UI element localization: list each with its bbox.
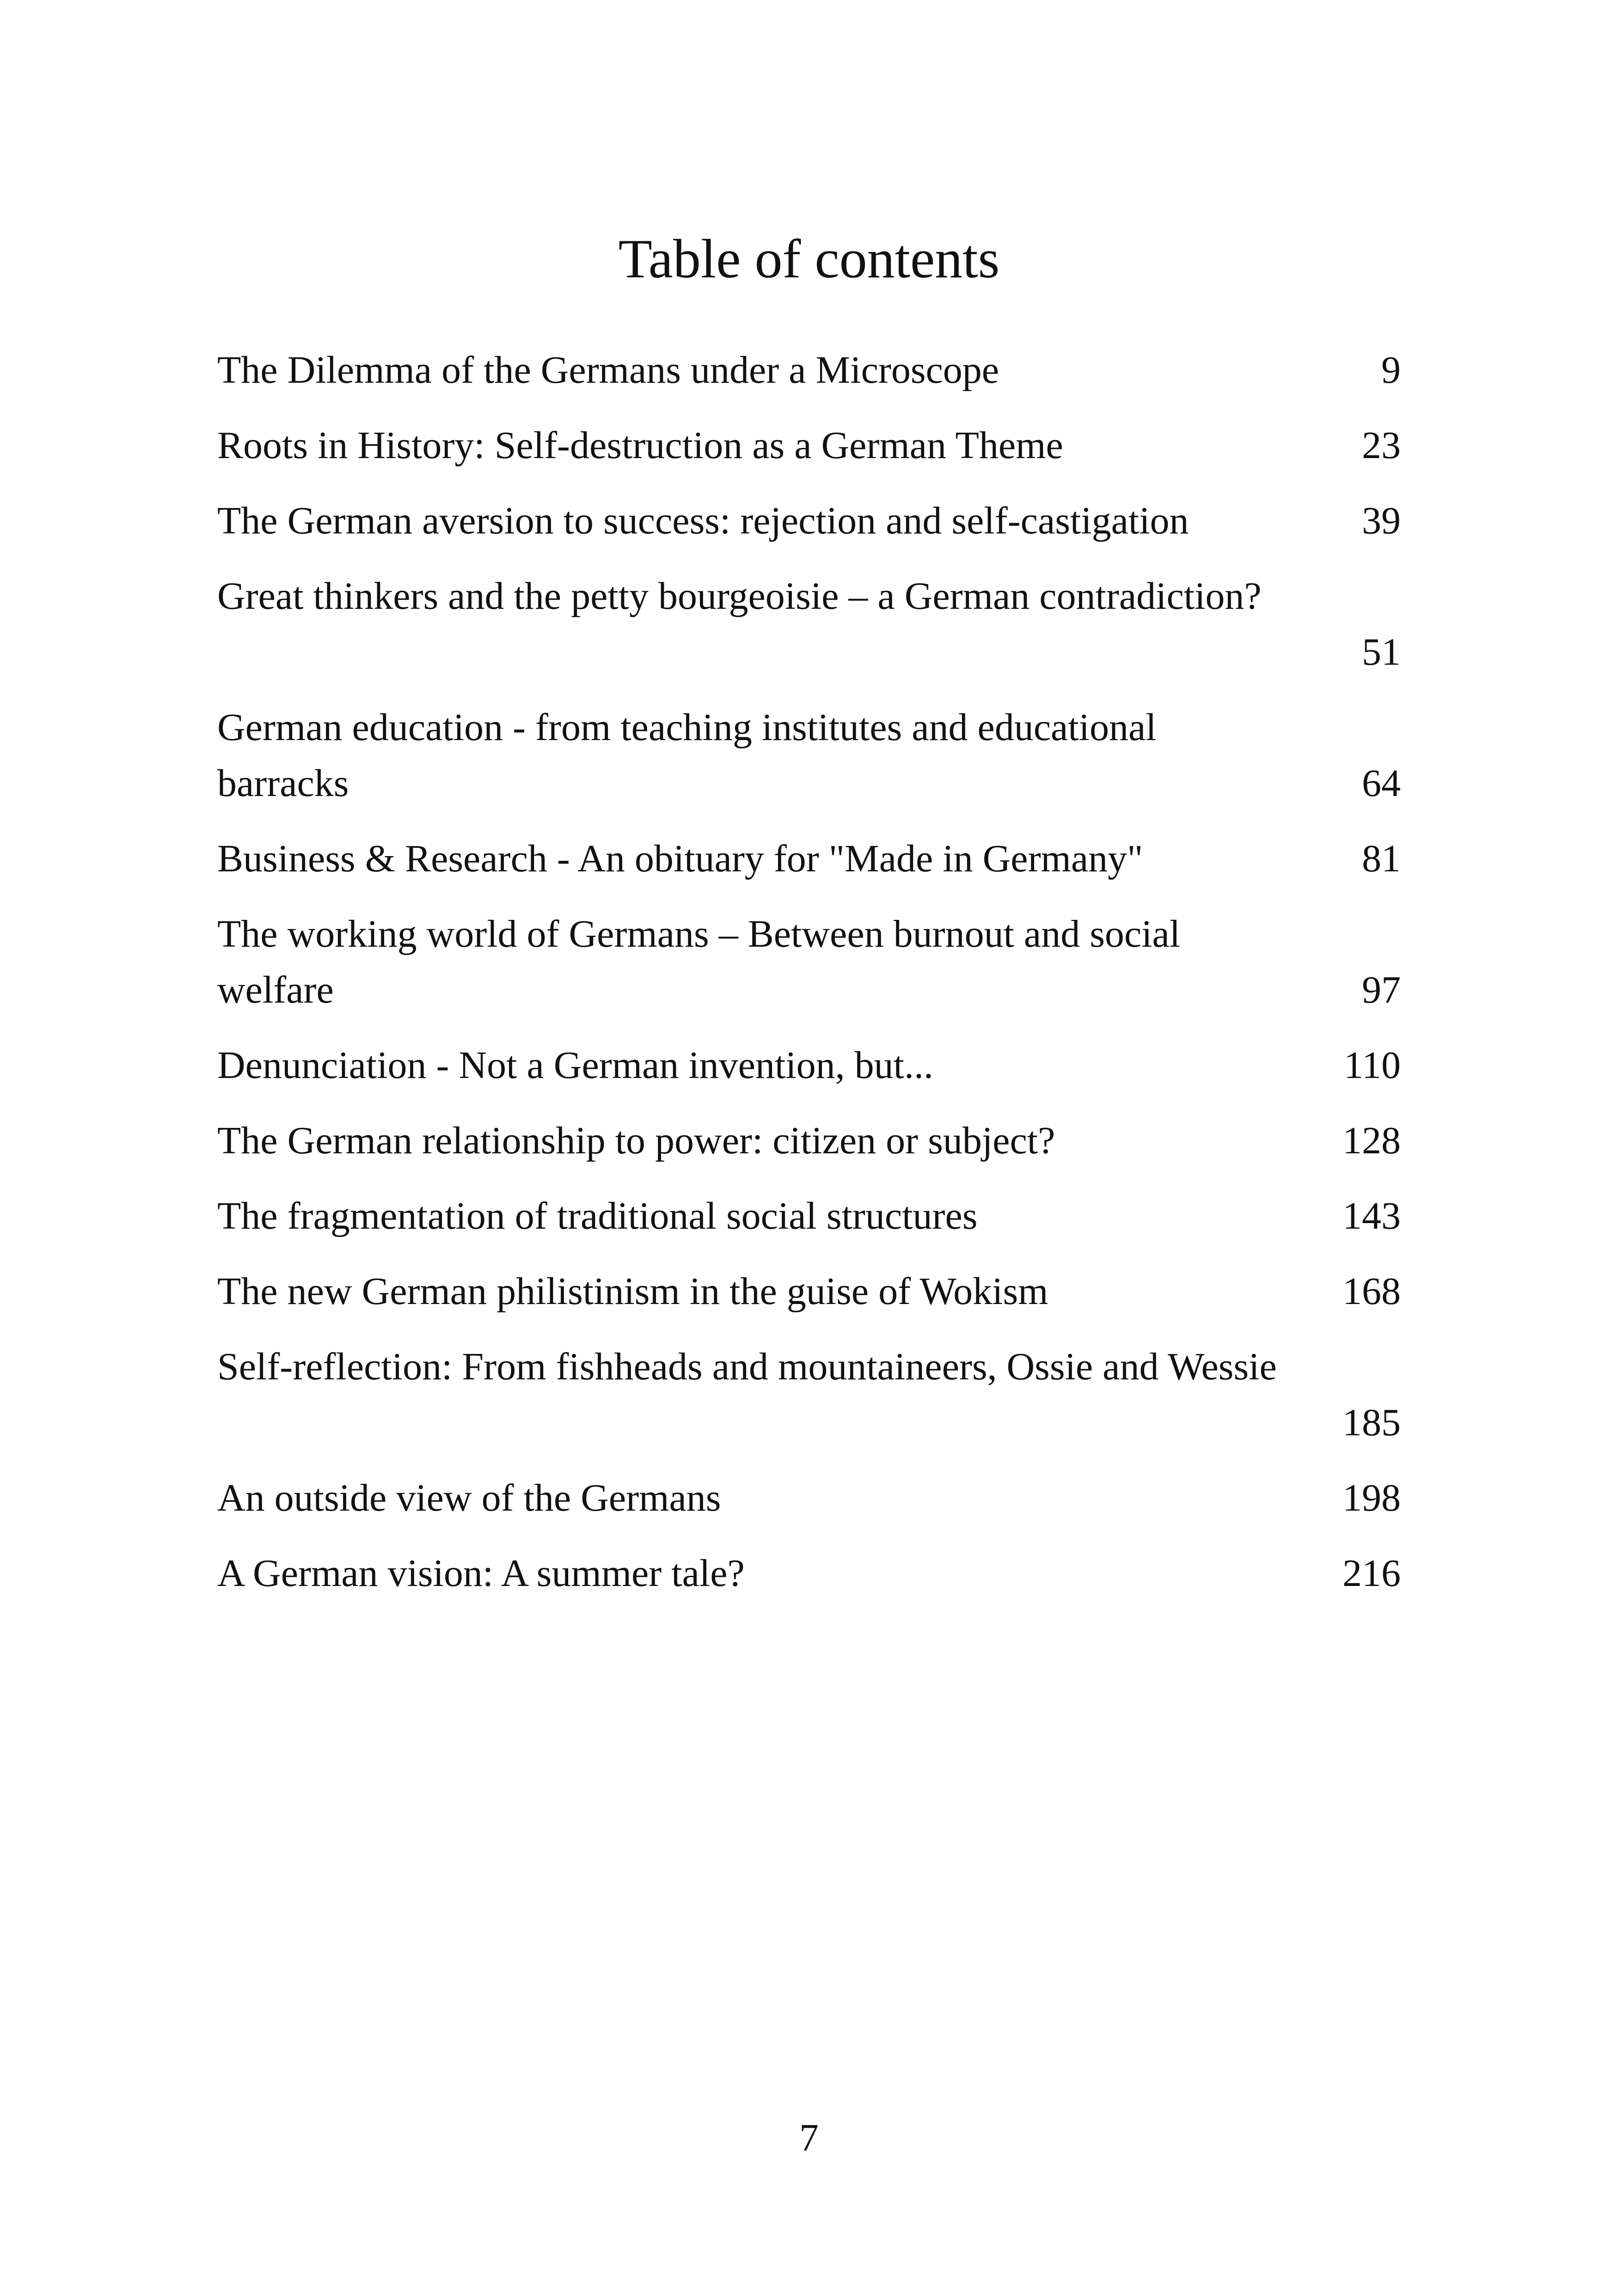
toc-entry-title: Self-reflection: From fishheads and mountaineers, Ossie and Wessie <box>217 1345 1277 1388</box>
toc-entry[interactable] <box>217 1470 1401 1526</box>
toc-entry-page: 143 <box>1342 1194 1401 1237</box>
toc-entry-title: The Dilemma of the Germans under a Microscope <box>217 349 999 392</box>
toc-entry-page: 39 <box>1362 499 1401 542</box>
toc-entry-page: 9 <box>1381 349 1401 392</box>
toc-entry-title: Great thinkers and the petty bourgeoisie – a German contradiction? <box>217 575 1262 618</box>
toc-entry[interactable] <box>217 1037 1401 1093</box>
toc-entry[interactable] <box>217 831 1401 887</box>
toc-entry[interactable] <box>217 1545 1401 1601</box>
toc-entry[interactable] <box>217 417 1401 473</box>
toc-entry-page: 64 <box>1362 762 1401 805</box>
toc-entry-page: 185 <box>1342 1401 1401 1444</box>
toc-entry[interactable] <box>217 568 1401 680</box>
toc-entry[interactable] <box>217 1113 1401 1169</box>
toc-entry-page: 216 <box>1342 1552 1401 1595</box>
toc-entry[interactable] <box>217 906 1401 1018</box>
toc-entry-page: 168 <box>1342 1270 1401 1313</box>
toc-entry-title: Business & Research - An obituary for "Made in Germany" <box>217 837 1143 880</box>
toc-entry-title-line: German education - from teaching institutes and educational <box>217 706 1157 749</box>
toc-entry[interactable] <box>217 493 1401 549</box>
toc-entry-page: 97 <box>1362 968 1401 1011</box>
toc-entry-title: The German aversion to success: rejection and self-castigation <box>217 499 1189 542</box>
toc-entry-title: Denunciation - Not a German invention, but... <box>217 1044 933 1087</box>
toc-entry-title: The German relationship to power: citizen or subject? <box>217 1119 1055 1162</box>
toc-entry-title-line: barracks <box>217 762 349 805</box>
toc-entry-title: A German vision: A summer tale? <box>217 1552 745 1595</box>
toc-entry-title: The new German philistinism in the guise of Wokism <box>217 1270 1048 1313</box>
toc-entry[interactable] <box>217 1339 1401 1451</box>
table-of-contents <box>217 342 1401 1621</box>
toc-entry-page: 81 <box>1362 837 1401 880</box>
toc-entry-title: An outside view of the Germans <box>217 1476 721 1519</box>
toc-entry-title-line: The working world of Germans – Between burnout and social <box>217 912 1181 955</box>
toc-entry-page: 23 <box>1362 424 1401 467</box>
toc-entry-page: 198 <box>1342 1476 1401 1519</box>
toc-entry-page: 128 <box>1342 1119 1401 1162</box>
toc-entry[interactable] <box>217 1263 1401 1319</box>
toc-entry-title: Roots in History: Self-destruction as a German Theme <box>217 424 1063 467</box>
toc-entry[interactable] <box>217 342 1401 398</box>
toc-entry-page: 51 <box>1362 631 1401 673</box>
toc-entry-title-line: welfare <box>217 968 334 1011</box>
toc-entry[interactable] <box>217 699 1401 811</box>
toc-entry-title: The fragmentation of traditional social structures <box>217 1194 978 1237</box>
page-title: Table of contents <box>618 228 1000 289</box>
toc-entry[interactable] <box>217 1188 1401 1244</box>
toc-entry-page: 110 <box>1344 1044 1401 1087</box>
page-number: 7 <box>799 2116 819 2159</box>
